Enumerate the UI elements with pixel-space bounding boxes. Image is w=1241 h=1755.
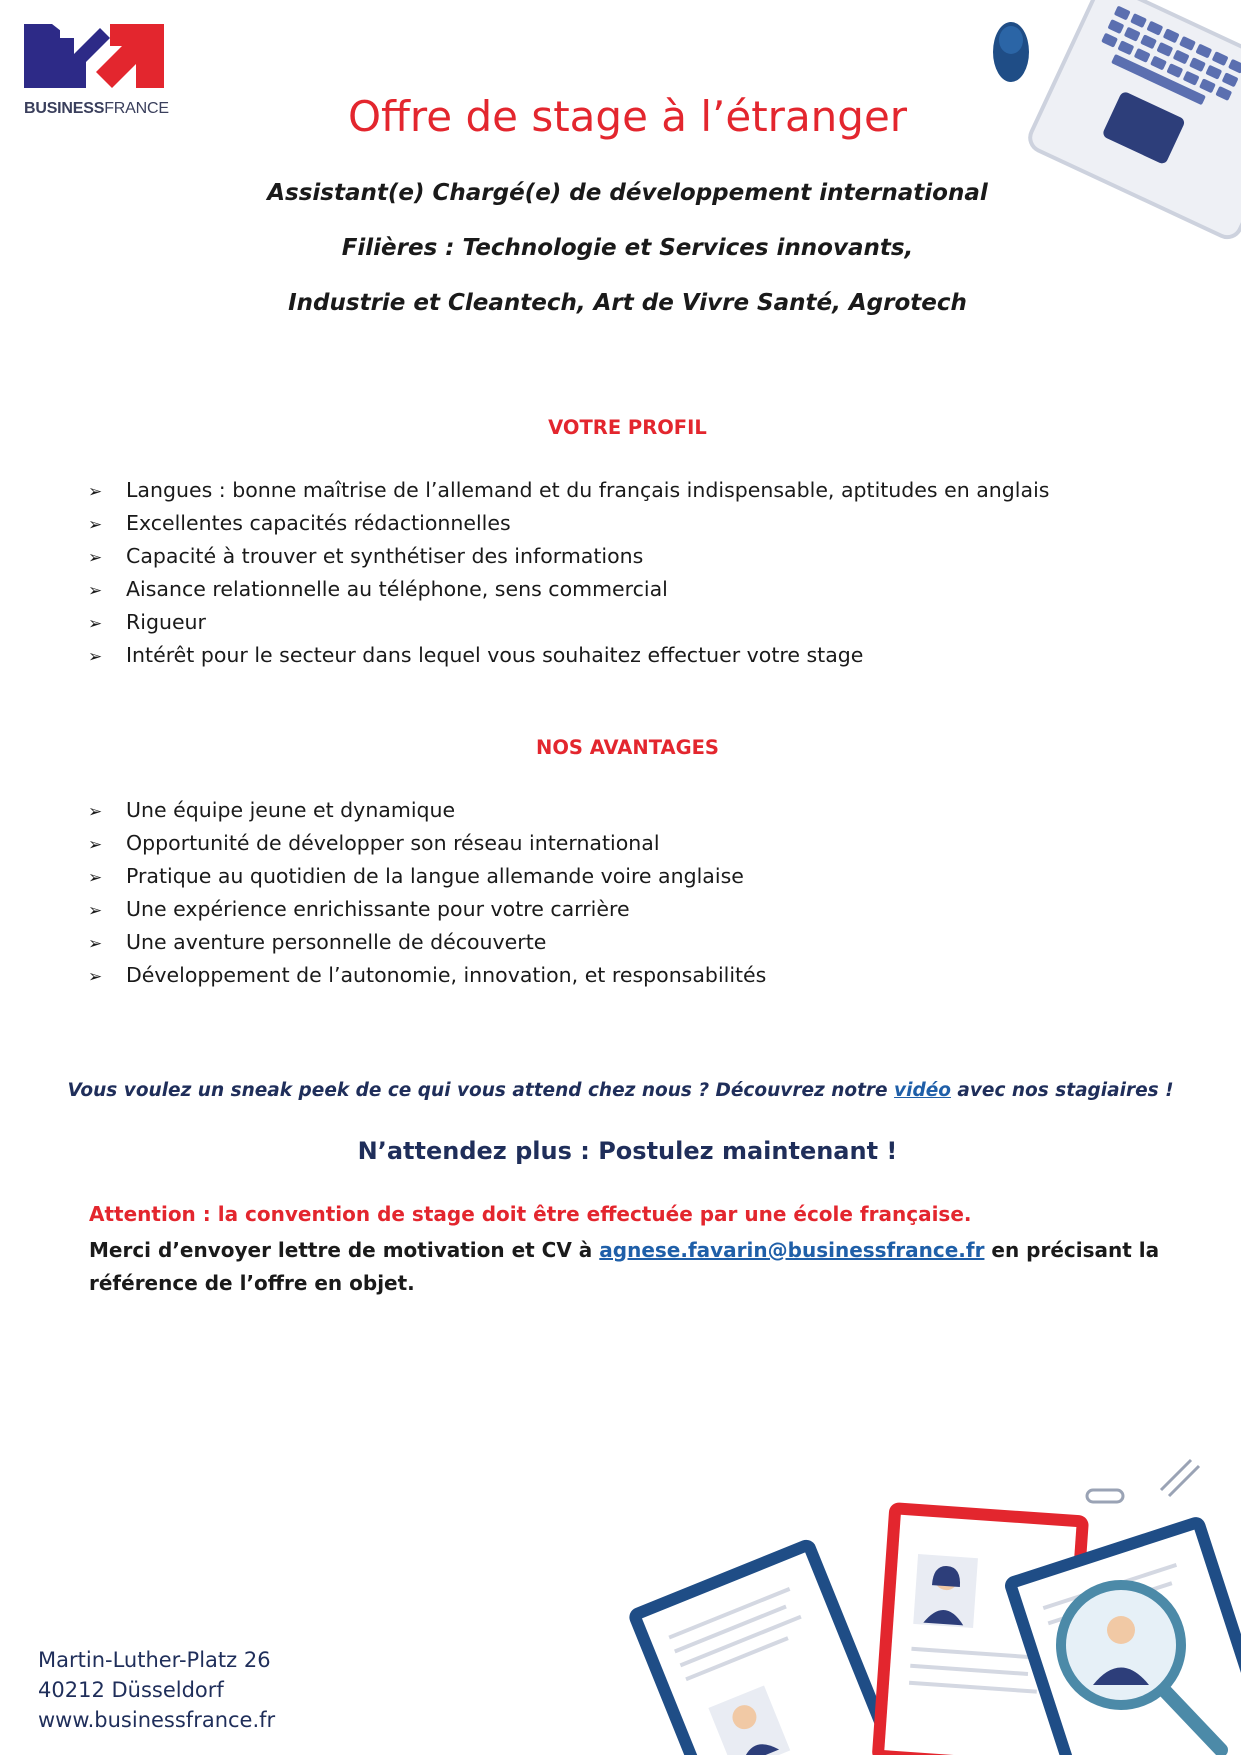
apply-now-heading: N’attendez plus : Postulez maintenant ! [357, 1137, 898, 1165]
page-title: Offre de stage à l’étranger [347, 92, 908, 141]
arrow-bullet-icon: ➢ [88, 548, 103, 568]
website-link[interactable]: www.businessfrance.fr [38, 1708, 276, 1732]
arrow-bullet-icon: ➢ [88, 934, 103, 954]
arrow-bullet-icon: ➢ [88, 647, 103, 667]
list-item: ➢ Aisance relationnelle au téléphone, sens commercial [88, 573, 1049, 606]
job-title: Assistant(e) Chargé(e) de développement international [267, 180, 988, 206]
address-block [38, 1645, 275, 1735]
city-address: 40212 Düsseldorf [38, 1678, 224, 1702]
list-item: ➢ Intérêt pour le secteur dans lequel vous souhaitez effectuer votre stage [88, 639, 1049, 672]
arrow-bullet-icon: ➢ [88, 482, 103, 502]
video-link[interactable]: vidéo [894, 1080, 951, 1101]
list-item: ➢ Une équipe jeune et dynamique [88, 794, 766, 827]
list-item: ➢ Développement de l’autonomie, innovation, et responsabilités [88, 959, 766, 992]
arrow-bullet-icon: ➢ [88, 614, 103, 634]
subtitle-sectors-1: Filières : Technologie et Services innovants, [341, 235, 914, 261]
arrow-bullet-icon: ➢ [88, 901, 103, 921]
arrow-bullet-icon: ➢ [88, 835, 103, 855]
advantages-heading: NOS AVANTAGES [536, 736, 719, 759]
profile-heading: VOTRE PROFIL [548, 416, 707, 439]
list-item: ➢ Rigueur [88, 606, 1049, 639]
arrow-bullet-icon: ➢ [88, 802, 103, 822]
logo-wordmark: BUSINESSFRANCE [24, 100, 169, 117]
list-item: ➢ Pratique au quotidien de la langue allemande voire anglaise [88, 860, 766, 893]
list-item: ➢ Excellentes capacités rédactionnelles [88, 507, 1049, 540]
attention-notice: Attention : la convention de stage doit être effectuée par une école française. [89, 1202, 972, 1226]
list-item: ➢ Opportunité de développer son réseau international [88, 827, 766, 860]
arrow-bullet-icon: ➢ [88, 868, 103, 888]
profile-list [88, 474, 1049, 672]
street-address: Martin-Luther-Platz 26 [38, 1648, 271, 1672]
subtitle-sectors-2: Industrie et Cleantech, Art de Vivre Santé, Agrotech [288, 290, 967, 316]
video-teaser: Vous voulez un sneak peek de ce qui vous attend chez nous ? Découvrez notre vidéo avec nos stagiaires ! [67, 1080, 1174, 1101]
arrow-bullet-icon: ➢ [88, 515, 103, 535]
arrow-bullet-icon: ➢ [88, 967, 103, 987]
resumes-illustration [601, 1450, 1241, 1755]
list-item: ➢ Une aventure personnelle de découverte [88, 926, 766, 959]
advantages-list [88, 794, 766, 992]
list-item: ➢ Capacité à trouver et synthétiser des informations [88, 540, 1049, 573]
list-item: ➢ Une expérience enrichissante pour votre carrière [88, 893, 766, 926]
list-item: ➢ Langues : bonne maîtrise de l’allemand et du français indispensable, aptitudes en anglais [88, 474, 1049, 507]
arrow-bullet-icon: ➢ [88, 581, 103, 601]
email-link[interactable]: agnese.favarin@businessfrance.fr [599, 1238, 985, 1262]
application-instructions: Merci d’envoyer lettre de motivation et CV à agnese.favarin@businessfrance.fr en précisant la référence de l’offre en objet. [89, 1238, 1160, 1295]
